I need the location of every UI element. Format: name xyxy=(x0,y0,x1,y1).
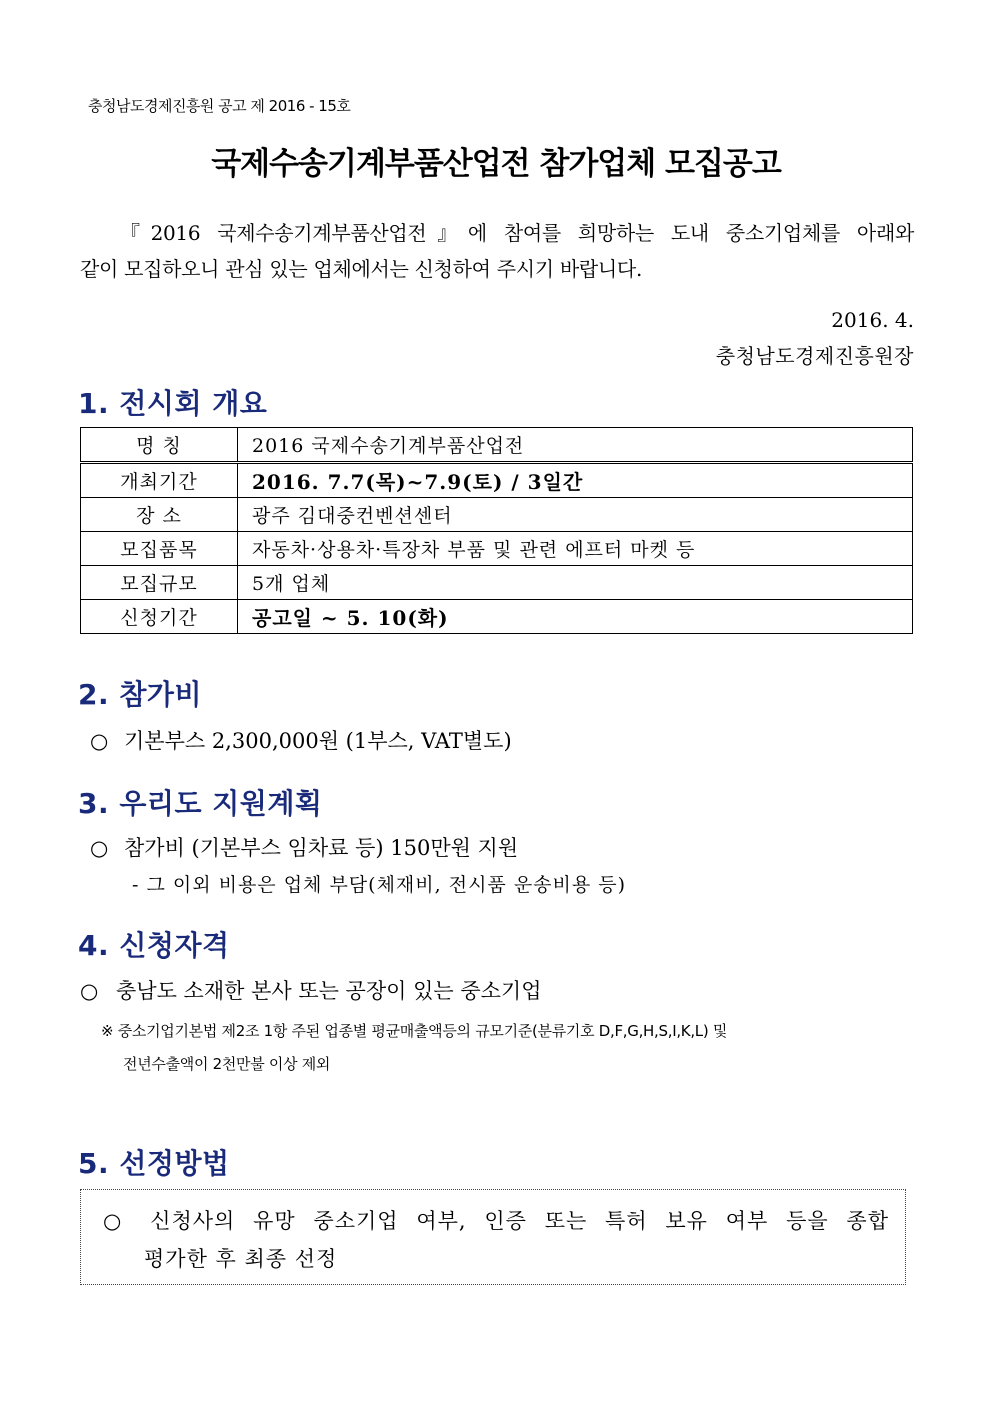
note-line-2: 전년수출액이 2천만불 이상 제외 xyxy=(123,1055,331,1073)
intro-paragraph xyxy=(80,215,914,287)
section-heading-selection: 5. 선정방법 xyxy=(78,1147,230,1180)
row-value: 2016. 7.7(목)~7.9(토) / 3일간 xyxy=(238,463,913,498)
notice-date: 2016. 4. xyxy=(831,308,914,332)
eligibility-note xyxy=(101,1015,916,1081)
row-value: 광주 김대중컨벤션센터 xyxy=(238,498,913,532)
table-row xyxy=(81,428,913,463)
circle-bullet-icon: ○ xyxy=(103,1209,133,1233)
section-heading-fee: 2. 참가비 xyxy=(78,678,203,711)
row-label: 개최기간 xyxy=(81,463,238,498)
row-label: 신청기간 xyxy=(81,600,238,634)
support-item xyxy=(90,832,518,862)
document-title: 국제수송기계부품산업전 참가업체 모집공고 xyxy=(211,146,781,182)
table-row xyxy=(81,498,913,532)
selection-box xyxy=(80,1189,906,1285)
row-value: 2016 국제수송기계부품산업전 xyxy=(238,428,913,463)
row-label: 모집규모 xyxy=(81,566,238,600)
row-label: 명 칭 xyxy=(81,428,238,463)
section-heading-overview: 1. 전시회 개요 xyxy=(78,387,268,420)
notice-number: 충청남도경제진흥원 공고 제 2016 - 15호 xyxy=(88,97,351,115)
row-value: 5개 업체 xyxy=(238,566,913,600)
table-row xyxy=(81,532,913,566)
support-text: 참가비 (기본부스 임차료 등) 150만원 지원 xyxy=(124,836,519,860)
section-heading-support: 3. 우리도 지원계획 xyxy=(78,787,323,820)
fee-item xyxy=(90,725,512,755)
section-heading-eligibility: 4. 신청자격 xyxy=(78,929,230,962)
issuer-name: 충청남도경제진흥원장 xyxy=(715,344,914,368)
table-row xyxy=(81,566,913,600)
selection-line-1 xyxy=(103,1202,889,1240)
selection-line-2: 평가한 후 최종 선정 xyxy=(144,1247,338,1271)
overview-table xyxy=(80,427,913,634)
selection-text xyxy=(103,1202,889,1278)
row-value: 공고일 ~ 5. 10(화) xyxy=(238,600,913,634)
circle-bullet-icon: ○ xyxy=(90,729,109,753)
row-label: 장 소 xyxy=(81,498,238,532)
fee-text: 기본부스 2,300,000원 (1부스, VAT별도) xyxy=(124,729,512,753)
note-line-1: ※ 중소기업기본법 제2조 1항 주된 업종별 평균매출액등의 규모기준(분류기호 D,F,G,H,S,I,K,L) 및 xyxy=(101,1022,728,1040)
intro-line-1: 『2016 국제수송기계부품산업전』에 참여를 희망하는 도내 중소기업체를 아래와 xyxy=(120,221,914,245)
table-row xyxy=(81,463,913,498)
table-row xyxy=(81,600,913,634)
support-sub-text: - 그 이외 비용은 업체 부담(체재비, 전시품 운송비용 등) xyxy=(132,874,627,896)
circle-bullet-icon: ○ xyxy=(90,836,109,860)
eligibility-item xyxy=(80,975,541,1005)
circle-bullet-icon: ○ xyxy=(80,979,99,1003)
intro-line-2: 같이 모집하오니 관심 있는 업체에서는 신청하여 주시기 바랍니다. xyxy=(80,257,642,281)
eligibility-text: 충남도 소재한 본사 또는 공장이 있는 중소기업 xyxy=(116,979,542,1003)
row-value: 자동차·상용차·특장차 부품 및 관련 에프터 마켓 등 xyxy=(238,532,913,566)
row-label: 모집품목 xyxy=(81,532,238,566)
selection-line-1-text: 신청사의 유망 중소기업 여부, 인증 또는 특허 보유 여부 등을 종합 xyxy=(150,1209,889,1233)
